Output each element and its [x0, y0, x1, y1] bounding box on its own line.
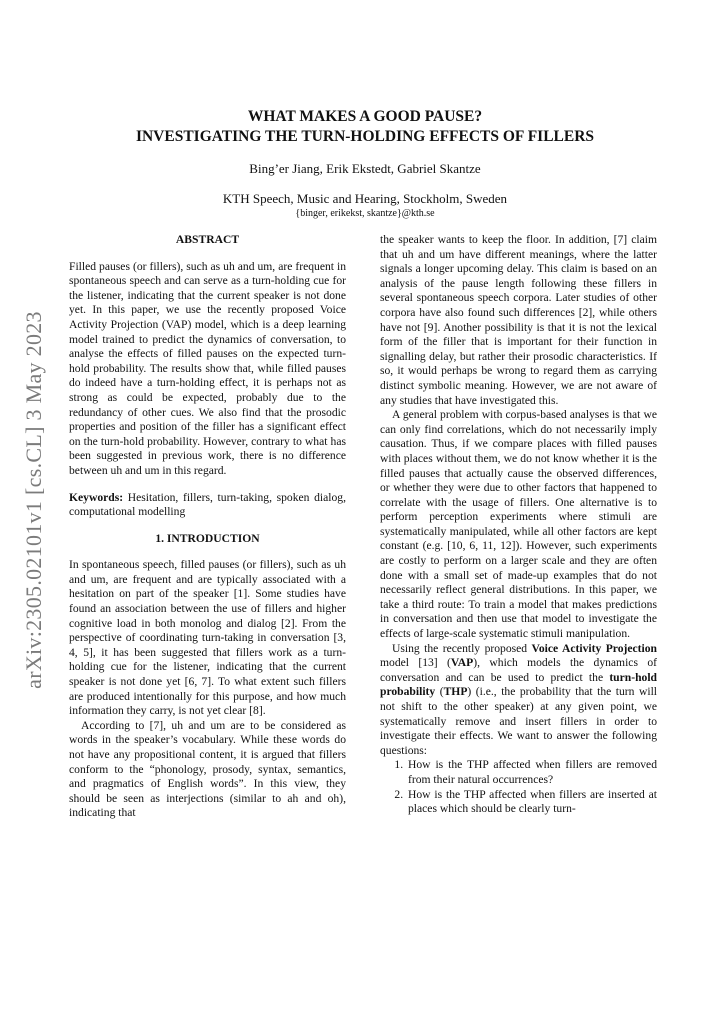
abstract-text: Filled pauses (or fillers), such as uh and um, are frequent in spontaneous speech and can serve as a turn-holding cue for the listener, indicating that the current speaker is not done yet. In this paper, we use the recently proposed Voice Activity Projection (VAP) model, which is a deep learning model trained to predict the dynamics of conversation, to analyse the effects of filled pauses on the expected turn-hold probability. The results show that, while filled pauses do indeed have a turn-holding effect, it is perhaps not as strong as could be expected, probably due to the redundancy of other cues. We also find that the prosodic properties and position of the filler has a significant effect on the turn-hold probability. However, contrary to what has been suggested in previous work, there is no difference between uh and um in this regard. [69, 259, 346, 477]
affiliation: KTH Speech, Music and Hearing, Stockholm, Sweden [222, 191, 508, 206]
intro-paragraph-1: In spontaneous speech, filled pauses (or fillers), such as uh and um, are frequent and are typically associated with a hesitation on part of the speaker [1]. Some studies have found an association between the use of fillers and higher cognitive load in both monolog and dialog [2]. From the perspective of coordinating turn-taking in conversation [3, 4, 5], it has been suggested that fillers work as a turn-holding cue for the listener, indicating that the current speaker is not done yet [6, 7]. To what extent such fillers are produced intentionally for this purpose, and how much information they carry, is not yet clear [8]. [69, 558, 346, 718]
intro-paragraph-2: According to [7], uh and um are to be considered as words in the speaker’s vocabulary. While these words do not have any propositional content, it is argued that fillers conform to the “phonology, prosody, syntax, semantics, and pragmatics of English words”. In this view, they should be seen as interjections (similar to ah and oh), indicating that [69, 718, 346, 820]
keywords-label: Keywords: [69, 490, 124, 504]
left-column [69, 233, 346, 821]
term-vap-full: Voice Activity Projection [531, 641, 657, 655]
arxiv-stamp [14, 310, 54, 690]
right-column [380, 233, 657, 817]
introduction-heading: 1. INTRODUCTION [155, 531, 260, 545]
term-thp-full: turn-hold probability [380, 670, 657, 699]
term-vap: VAP [450, 656, 474, 670]
arxiv-stamp-text: arXiv:2305.02101v1 [cs.CL] 3 May 2023 [21, 311, 47, 689]
research-question: 2. How is the THP affected when fillers are inserted at places which should be clearly turn- [406, 788, 657, 817]
abstract-heading: ABSTRACT [175, 233, 240, 246]
term-thp: THP [443, 685, 468, 699]
paper-title-line2: INVESTIGATING THE TURN-HOLDING EFFECTS OF FILLERS [135, 128, 595, 145]
keywords-text: Hesitation, fillers, turn-taking, spoken dialog, computational modelling [69, 490, 346, 519]
author-emails: {binger, erikekst, skantze}@kth.se [295, 208, 435, 219]
research-question: 1. How is the THP affected when fillers are removed from their natural occurrences? [406, 758, 657, 787]
intro-paragraph-3: the speaker wants to keep the floor. In addition, [7] claim that uh and um have different meanings, where the latter signals a longer upcoming delay. This claim is based on an analysis of the pause length following these fillers in several spontaneous speech corpora. Later studies of other corpora have also found such differences [2], while others have not [9]. Another possibility is that it is not the lexical form of the filler that is important for their function in signalling delay, but rather their prosodic characteristics. If so, it would perhaps be wrong to regard them as carrying distinct symbolic meaning. However, we are not aware of any studies that have investigated this. [380, 233, 657, 407]
research-questions [380, 758, 657, 816]
author-list: Bing’er Jiang, Erik Ekstedt, Gabriel Skantze [249, 161, 481, 176]
intro-paragraph-5: Using the recently proposed Voice Activity Projection model [13] (VAP), which models the dynamics of conversation and can be used to predict the turn-hold probability (THP) (i.e., the probability that the turn will not shift to the other speaker) at any given point, we systematically remove and insert fillers in order to investigate their effects. We want to answer the following questions: [380, 641, 658, 757]
intro-paragraph-4: A general problem with corpus-based analyses is that we can only find correlations, which do not necessarily imply causation. Thus, if we compare places with filled pauses with places without them, we do not know whether it is the filled pauses that actually cause the observed differences, or whether they were due to other factors that happened to correlate with the usage of fillers. One alternative is to perform perception experiments where stimuli are systematically manipulated, while all other factors are kept constant (e.g. [10, 6, 11, 12]). However, such experiments are costly to perform on a larger scale and they are often done with a small set of made-up examples that do not necessarily reflect general distributions. In this paper, we take a third route: To train a model that makes predictions in conversation and then use that model to investigate the effects of large-scale systematic stimuli manipulation. [380, 408, 657, 641]
paper-header [60, 107, 670, 219]
paper-title-line1: WHAT MAKES A GOOD PAUSE? [247, 108, 483, 125]
keywords [69, 491, 346, 520]
